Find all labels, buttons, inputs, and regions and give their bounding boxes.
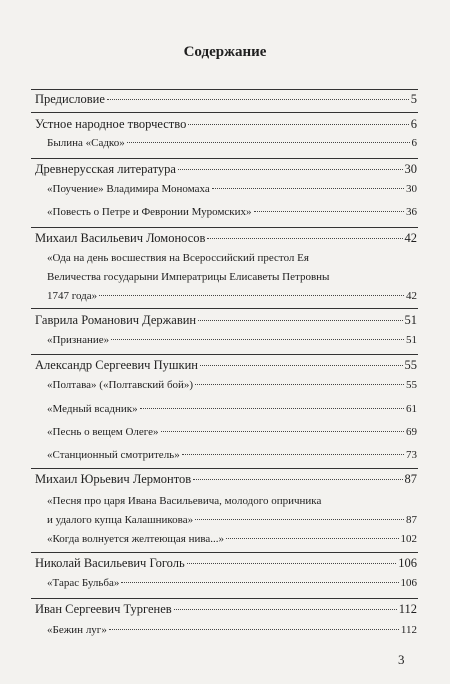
entry-page: 51 [404,313,417,327]
entry-title: «Полтава» («Полтавский бой») [47,379,194,391]
separator-line [31,468,418,469]
leader-dots [212,188,404,189]
leader-dots [207,238,402,239]
entry-page: 112 [400,624,417,636]
toc-entry-work [47,533,417,545]
entry-page: 51 [406,334,417,346]
entry-title: «Признание» [47,334,110,346]
leader-dots [121,582,398,583]
entry-page: 6 [410,117,417,131]
entry-title: «Бежин луг» [47,624,107,636]
toc-entry-work [47,137,417,149]
entry-title-line: 1747 года» [47,290,98,302]
page-number: 3 [398,652,405,667]
entry-page: 112 [398,602,417,616]
leader-dots [140,408,404,409]
leader-dots [99,295,404,296]
toc-entry-author [35,556,417,571]
entry-page: 87 [406,514,417,526]
separator-line [31,354,418,355]
entry-title: Гаврила Романович Державин [35,313,197,327]
entry-title: «Станционный смотритель» [47,449,180,461]
toc-entry-work-multiline [47,492,417,530]
toc-entry-work [47,379,417,391]
separator-line [31,598,418,599]
entry-page: 73 [406,449,417,461]
leader-dots [109,629,399,630]
leader-dots [107,99,409,100]
entry-title-line: Величества государыни Императрицы Елисаветы Петровны [47,271,330,283]
entry-title: Иван Сергеевич Тургенев [35,602,172,616]
toc-entry-author [35,231,417,246]
entry-page: 42 [406,290,417,302]
entry-title: «Когда волнуется желтеющая нива...» [47,533,225,545]
toc-entry-work [47,183,417,195]
leader-dots [195,384,404,385]
entry-page: 55 [404,358,417,372]
toc-entry-work [47,334,417,346]
leader-dots [226,538,398,539]
page-title: Содержание [183,44,267,60]
entry-title-line: «Ода на день восшествия на Всероссийский престол Ея [47,252,309,264]
toc-entry-author [35,313,417,328]
entry-title: «Поучение» Владимира Мономаха [47,183,210,195]
entry-page: 30 [404,162,417,176]
entry-page: 69 [406,426,417,438]
toc-entry-preface [35,92,417,107]
entry-title: Древнерусская литература [35,162,176,176]
toc-entry-author [35,358,417,373]
leader-dots [198,320,402,321]
entry-title: «Тарас Бульба» [47,577,120,589]
leader-dots [111,339,404,340]
entry-title: Михаил Васильевич Ломоносов [35,231,206,245]
entry-page: 36 [406,206,417,218]
separator-line [31,112,418,113]
entry-page: 30 [406,183,417,195]
leader-dots [127,142,410,143]
entry-title-line: и удалого купца Калашникова» [47,514,194,526]
separator-line [31,158,418,159]
toc-entry-section [35,117,417,132]
toc-entry-author [35,602,417,617]
entry-title: «Песнь о вещем Олеге» [47,426,159,438]
toc-entry-work [47,403,417,415]
entry-page: 42 [404,231,417,245]
leader-dots [187,563,397,564]
toc-entry-work [47,206,417,218]
entry-page: 106 [400,577,417,589]
toc-entry-work [47,426,417,438]
entry-page: 102 [400,533,417,545]
entry-title: Устное народное творчество [35,117,187,131]
leader-dots [200,365,403,366]
entry-title: «Медный всадник» [47,403,138,415]
leader-dots [182,454,404,455]
separator-line [31,552,418,553]
leader-dots [193,479,402,480]
leader-dots [161,431,404,432]
leader-dots [174,609,397,610]
toc-entry-author [35,472,417,487]
entry-page: 106 [398,556,417,570]
separator-line [31,308,418,309]
entry-page: 6 [411,137,417,149]
entry-page: 61 [406,403,417,415]
entry-title: Александр Сергеевич Пушкин [35,358,198,372]
toc-entry-work-multiline [47,249,417,306]
entry-page: 5 [410,92,417,106]
leader-dots [254,211,404,212]
entry-title: Предисловие [35,92,105,106]
entry-title: Былина «Садко» [47,137,125,149]
separator-line [31,89,418,90]
toc-entry-work [47,624,417,636]
toc-entry-section [35,162,417,177]
leader-dots [178,169,403,170]
separator-line [31,227,418,228]
leader-dots [195,519,404,520]
entry-title: Михаил Юрьевич Лермонтов [35,472,192,486]
toc-entry-work [47,449,417,461]
leader-dots [188,124,408,125]
entry-page: 55 [406,379,417,391]
toc-entry-work [47,577,417,589]
entry-title-line: «Песня про царя Ивана Васильевича, молодого опричника [47,495,322,507]
entry-page: 87 [404,472,417,486]
entry-title: «Повесть о Петре и Февронии Муромских» [47,206,252,218]
entry-title: Николай Васильевич Гоголь [35,556,185,570]
